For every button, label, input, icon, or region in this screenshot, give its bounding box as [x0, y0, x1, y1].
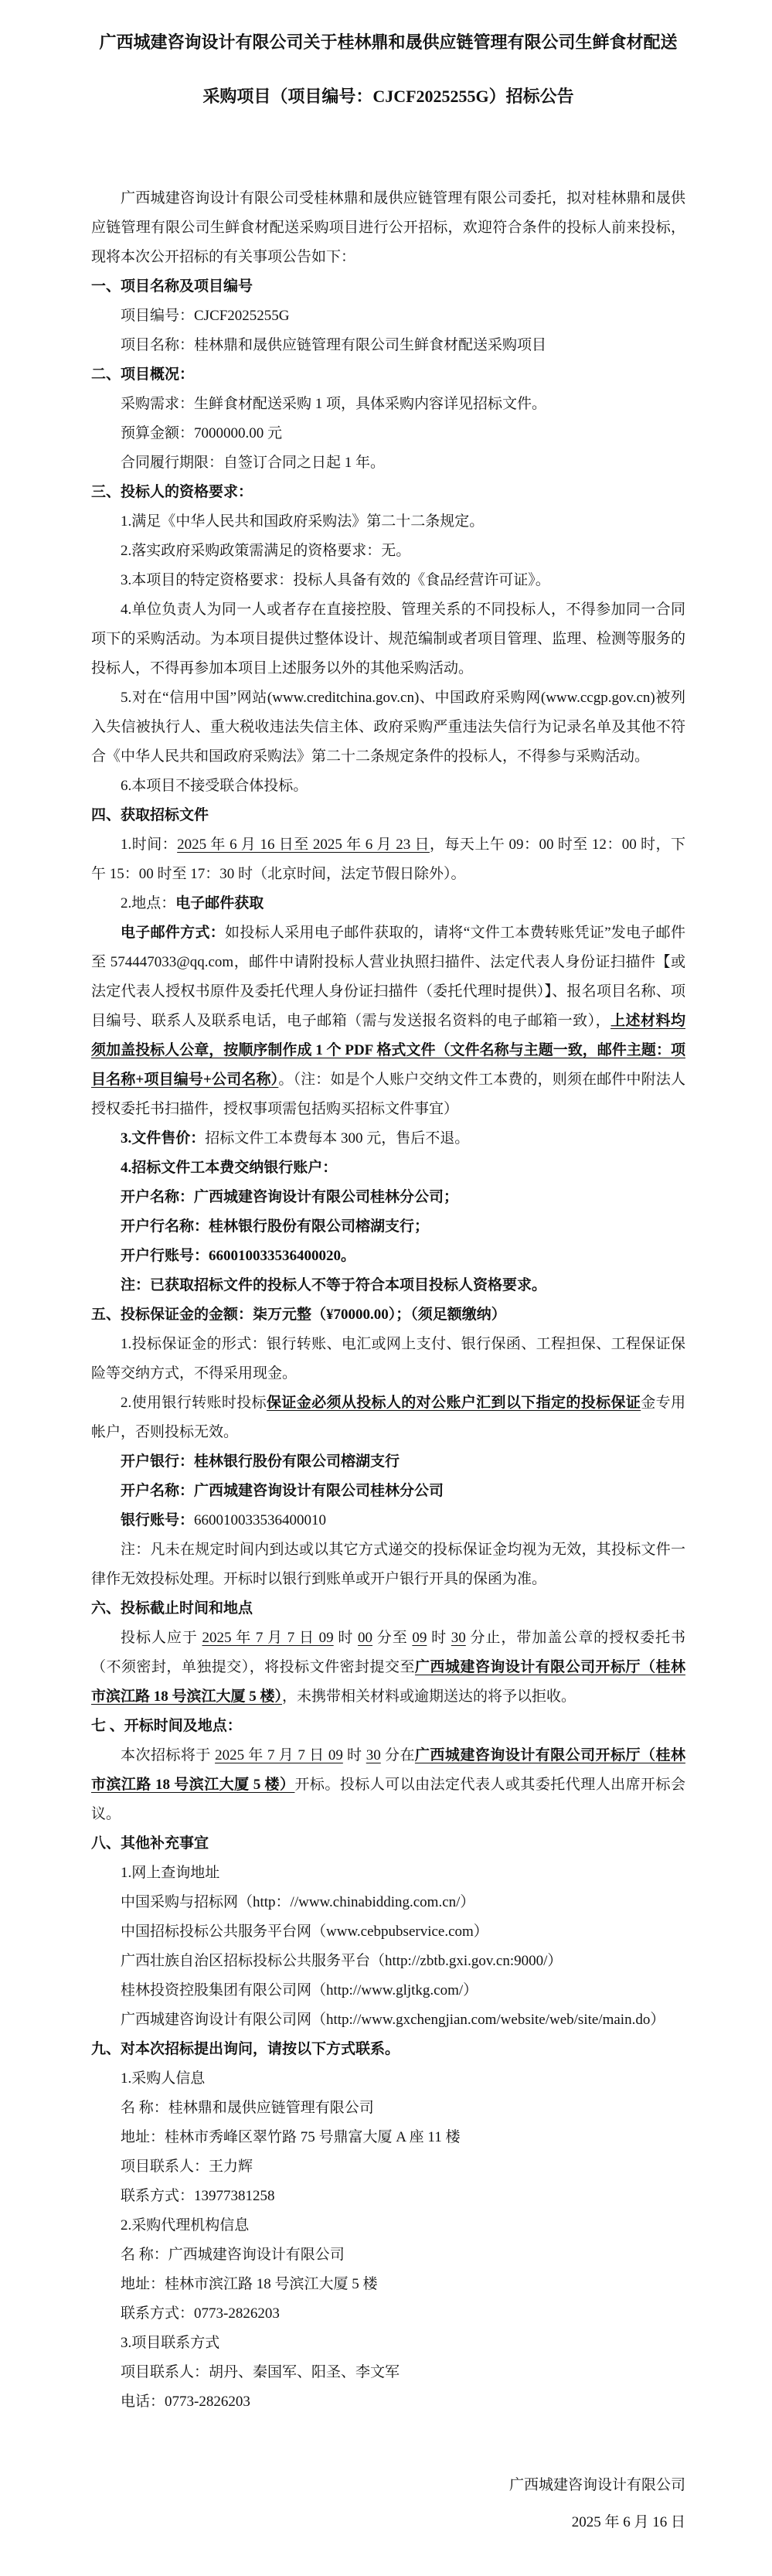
spacer [91, 2417, 685, 2471]
sub-item [91, 566, 685, 595]
sub-item [91, 2358, 685, 2387]
text-run: 1.网上查询地址 [121, 1865, 220, 1881]
text-run: 项目联系人：王力辉 [121, 2159, 253, 2175]
paragraph [91, 830, 685, 889]
text-run: 广西城建咨询设计有限公司受桂林鼎和晟供应链管理有限公司委托，拟对桂林鼎和晟供应链管理有限公司生鲜食材配送采购项目进行公开招标，欢迎符合条件的投标人前来投标，现将本次公开招标的有关事项公告如下： [91, 190, 685, 265]
section-heading [91, 360, 685, 390]
text-run: 时 [333, 1630, 359, 1646]
sub-item [91, 889, 685, 918]
text-run: 预算金额：7000000.00 元 [121, 425, 283, 441]
text-run: 注：已获取招标文件的投标人不等于符合本项目投标人资格要求。 [121, 1277, 547, 1293]
text-run: 保证金必须从投标人的对公账户汇到以下指定的投标保证 [266, 1395, 641, 1411]
text-run: 七 、开标时间及地点： [91, 1718, 242, 1734]
document-title [91, 15, 685, 124]
sub-item [91, 507, 685, 537]
sub-item [91, 1859, 685, 1888]
paragraph [91, 1624, 685, 1712]
section-heading [91, 272, 685, 302]
text-run: 六、投标截止时间和地点 [91, 1600, 253, 1617]
text-run: 30 [366, 1747, 381, 1763]
sub-item [91, 537, 685, 566]
sub-item [91, 1153, 685, 1183]
text-run: 2025 年 7 月 7 日 09 [202, 1630, 334, 1646]
text-run: 分至 [372, 1630, 413, 1646]
text-run: 四、获取招标文件 [91, 807, 209, 823]
sub-item [91, 2005, 685, 2035]
text-run: 三、投标人的资格要求： [91, 484, 253, 500]
text-run: 30 [451, 1630, 466, 1646]
paragraph [91, 1330, 685, 1389]
text-run: 6.本项目不接受联合体投标。 [121, 778, 308, 794]
text-run: 2.使用银行转账时投标 [121, 1395, 267, 1411]
paragraph [91, 1389, 685, 1447]
text-run: 00 [358, 1630, 373, 1646]
document-body [91, 15, 685, 2545]
section-heading [91, 478, 685, 507]
text-run: 开户银行：桂林银行股份有限公司榕湖支行 [121, 1453, 400, 1470]
text-run: 分止，带加盖公章的授权委托书（不须密封，单独提交），将投标文件密封提交至 [91, 1630, 685, 1675]
sub-item [91, 2152, 685, 2182]
text-run: 项目名称：桂林鼎和晟供应链管理有限公司生鲜食材配送采购项目 [121, 337, 547, 353]
text-run: 开标。投标人可以由法定代表人或其委托代理人出席开标会议。 [91, 1777, 685, 1822]
text-run: 上述材料均须加盖投标人公章，按顺序制作成 1 个 PDF 格式文件（文件名称与主题一致，邮件主题：项目名称+项目编号+公司名称） [91, 1013, 685, 1088]
sub-item [91, 1271, 685, 1300]
text-run: ，每天上午 09：00 时至 12：00 时，下午 15：00 时至 17：30 时（北京时间，法定节假日除外）。 [91, 837, 685, 882]
text-run: 项目编号：CJCF2025255G [121, 308, 290, 324]
text-run: 1.满足《中华人民共和国政府采购法》第二十二条规定。 [121, 513, 485, 530]
text-run: 开户名称：广西城建咨询设计有限公司桂林分公司； [121, 1189, 459, 1205]
sub-item [91, 1242, 685, 1271]
text-run: 1.采购人信息 [121, 2070, 206, 2087]
sub-item [91, 2064, 685, 2094]
sub-item [91, 1947, 685, 1976]
paragraph [91, 918, 685, 1124]
text-run: 中国招标投标公共服务平台网（www.cebpubservice.com） [121, 1923, 488, 1940]
sub-item [91, 2123, 685, 2152]
sub-item [91, 419, 685, 448]
paragraph [91, 595, 685, 683]
text-run: 电话：0773-2826203 [121, 2394, 250, 2410]
text-run: 名 称：广西城建咨询设计有限公司 [121, 2247, 345, 2263]
text-run: 时 [427, 1630, 451, 1646]
text-run: 地址：桂林市秀峰区翠竹路 75 号鼎富大厦 A 座 11 楼 [121, 2129, 461, 2145]
section-heading [91, 2035, 685, 2064]
text-run: 开户名称：广西城建咨询设计有限公司桂林分公司 [121, 1483, 444, 1499]
text-run: 1.投标保证金的形式：银行转账、电汇或网上支付、银行保函、工程担保、工程保证保险等交纳方式，不得采用现金。 [91, 1336, 685, 1382]
text-run: 本次招标将于 [121, 1747, 216, 1763]
text-run: 4.招标文件工本费交纳银行账户： [121, 1160, 338, 1176]
text-run: 招标文件工本费每本 300 元，售后不退。 [205, 1130, 470, 1147]
sub-item [91, 2211, 685, 2240]
sub-item [91, 1506, 685, 1535]
sub-item [91, 1888, 685, 1917]
paragraph [91, 1741, 685, 1829]
sub-item [91, 2182, 685, 2211]
sub-item [91, 1917, 685, 1947]
sub-item [91, 2094, 685, 2123]
text-run: 广西城建咨询设计有限公司开标厅（桂林市滨江路 18 号滨江大厦 5 楼） [91, 1747, 685, 1793]
text-run: 3.文件售价： [121, 1130, 206, 1147]
text-run: 联系方式：13977381258 [121, 2188, 275, 2204]
text-run: 2.落实政府采购政策需满足的资格要求：无。 [121, 543, 411, 559]
text-run: 广西城建咨询设计有限公司关于桂林鼎和晟供应链管理有限公司生鲜食材配送采购项目（项目编号：CJCF2025255G）招标公告 [99, 32, 678, 106]
sub-item [91, 390, 685, 419]
text-run: 2.采购代理机构信息 [121, 2217, 250, 2234]
sub-item [91, 1477, 685, 1506]
text-run: 4.单位负责人为同一人或者存在直接控股、管理关系的不同投标人，不得参加同一合同项下的采购活动。为本项目提供过整体设计、规范编制或者项目管理、监理、检测等服务的投标人，不得再参加本项目上述服务以外的其他采购活动。 [91, 601, 685, 676]
text-run: 3.本项目的特定资格要求：投标人具备有效的《食品经营许可证》。 [121, 572, 550, 588]
sub-item [91, 2387, 685, 2417]
sub-item [91, 302, 685, 331]
section-heading [91, 801, 685, 830]
text-run: 八、其他补充事宜 [91, 1835, 209, 1852]
sub-item [91, 448, 685, 478]
paragraph [91, 184, 685, 272]
signature-line [91, 2471, 685, 2500]
text-run: 分在 [380, 1747, 415, 1763]
sub-item [91, 2270, 685, 2299]
paragraph [91, 683, 685, 772]
section-heading [91, 1712, 685, 1741]
sub-item [91, 2299, 685, 2329]
text-run: 1.时间： [121, 837, 178, 853]
text-run: 2025 年 7 月 7 日 09 [215, 1747, 343, 1763]
sub-item [91, 1183, 685, 1212]
paragraph [91, 1535, 685, 1594]
text-run: 银行账号： [121, 1512, 195, 1528]
text-run: 投标人应于 [121, 1630, 202, 1646]
text-run: 中国采购与招标网（http：//www.chinabidding.com.cn/） [121, 1894, 475, 1910]
text-run: 地址：桂林市滨江路 18 号滨江大厦 5 楼 [121, 2276, 378, 2292]
text-run: 名 称：桂林鼎和晟供应链管理有限公司 [121, 2100, 374, 2116]
text-run: 660010033536400010 [194, 1512, 327, 1528]
text-run: 二、项目概况： [91, 366, 195, 383]
text-run: 。（注：如是个人账户交纳文件工本费的，则须在邮件中附法人授权委托书扫描件，授权事项需包括购买招标文件事宜） [91, 1072, 685, 1117]
text-run: 广西城建咨询设计有限公司开标厅（桂林市滨江路 18 号滨江大厦 5 楼） [91, 1659, 685, 1705]
text-run: 金专用帐户，否则投标无效。 [91, 1395, 685, 1440]
text-run: （须足额缴纳） [410, 1307, 506, 1323]
text-run: 九、对本次招标提出询问，请按以下方式联系。 [91, 2041, 400, 2057]
text-run: ，未携带相关材料或逾期送达的将予以拒收。 [282, 1688, 576, 1705]
text-run: 2025 年 6 月 16 日至 2025 年 6 月 23 日 [177, 837, 430, 853]
text-run: 2025 年 6 月 16 日 [571, 2514, 685, 2530]
sub-item [91, 2329, 685, 2358]
text-run: 开户行名称：桂林银行股份有限公司榕湖支行； [121, 1218, 430, 1235]
text-run: 注：凡未在规定时间内到达或以其它方式递交的投标保证金均视为无效，其投标文件一律作无效投标处理。开标时以银行到账单或开户银行开具的保函为准。 [91, 1542, 685, 1587]
text-run: 桂林投资控股集团有限公司网（http://www.gljtkg.com/） [121, 1982, 478, 1998]
signature-date [91, 2500, 685, 2545]
section-heading [91, 1300, 685, 1330]
sub-item [91, 1447, 685, 1477]
text-run: 广西壮族自治区招标投标公共服务平台（http://zbtb.gxi.gov.cn:9000/） [121, 1953, 563, 1969]
text-run: 3.项目联系方式 [121, 2335, 220, 2351]
section-heading [91, 1829, 685, 1859]
text-run: 开户行账号：660010033536400020。 [121, 1248, 356, 1264]
text-run: 广西城建咨询设计有限公司 [508, 2477, 685, 2493]
sub-item [91, 1976, 685, 2005]
sub-item [91, 1124, 685, 1153]
text-run: 如投标人采用电子邮件获取的，请将“文件工本费转账凭证”发电子邮件至 574447033@qq.com，邮件中请附投标人营业执照扫描件、法定代表人身份证扫描件【或法定代表人授权书原件及委托代理人身份证扫描件（委托代理时提供）】、报名项目名称、项目编号、联系人及联系电话，电子邮箱（需与发送报名资料的电子邮箱一致）， [91, 925, 685, 1029]
text-run: 采购需求：生鲜食材配送采购 1 项，具体采购内容详见招标文件。 [121, 396, 547, 412]
sub-item [91, 772, 685, 801]
text-run: 合同履行期限：自签订合同之日起 1 年。 [121, 455, 386, 471]
text-run: 5.对在“信用中国”网站(www.creditchina.gov.cn)、中国政府采购网(www.ccgp.gov.cn)被列入失信被执行人、重大税收违法失信主体、政府采购严重违法失信行为记录名单及其他不符合《中华人民共和国政府采购法》第二十二条规定条件的投标人，不得参与采购活动。 [91, 690, 685, 765]
text-run: 时 [342, 1747, 366, 1763]
text-run: 09 [412, 1630, 427, 1646]
text-run: 广西城建咨询设计有限公司网（http://www.gxchengjian.com/website/web/site/main.do） [121, 2012, 665, 2028]
text-run: 电子邮件获取 [175, 895, 264, 911]
text-run: 联系方式：0773-2826203 [121, 2305, 280, 2322]
text-run: 一、项目名称及项目编号 [91, 278, 253, 295]
sub-item [91, 1212, 685, 1242]
text-run: 项目联系人：胡丹、秦国军、阳圣、李文军 [121, 2364, 400, 2380]
text-run: 五、投标保证金的金额：柒万元整（¥70000.00）； [91, 1307, 411, 1323]
section-heading [91, 1594, 685, 1624]
text-run: 电子邮件方式： [121, 925, 226, 941]
text-run: 2.地点： [121, 895, 176, 911]
sub-item [91, 2240, 685, 2270]
sub-item [91, 331, 685, 360]
